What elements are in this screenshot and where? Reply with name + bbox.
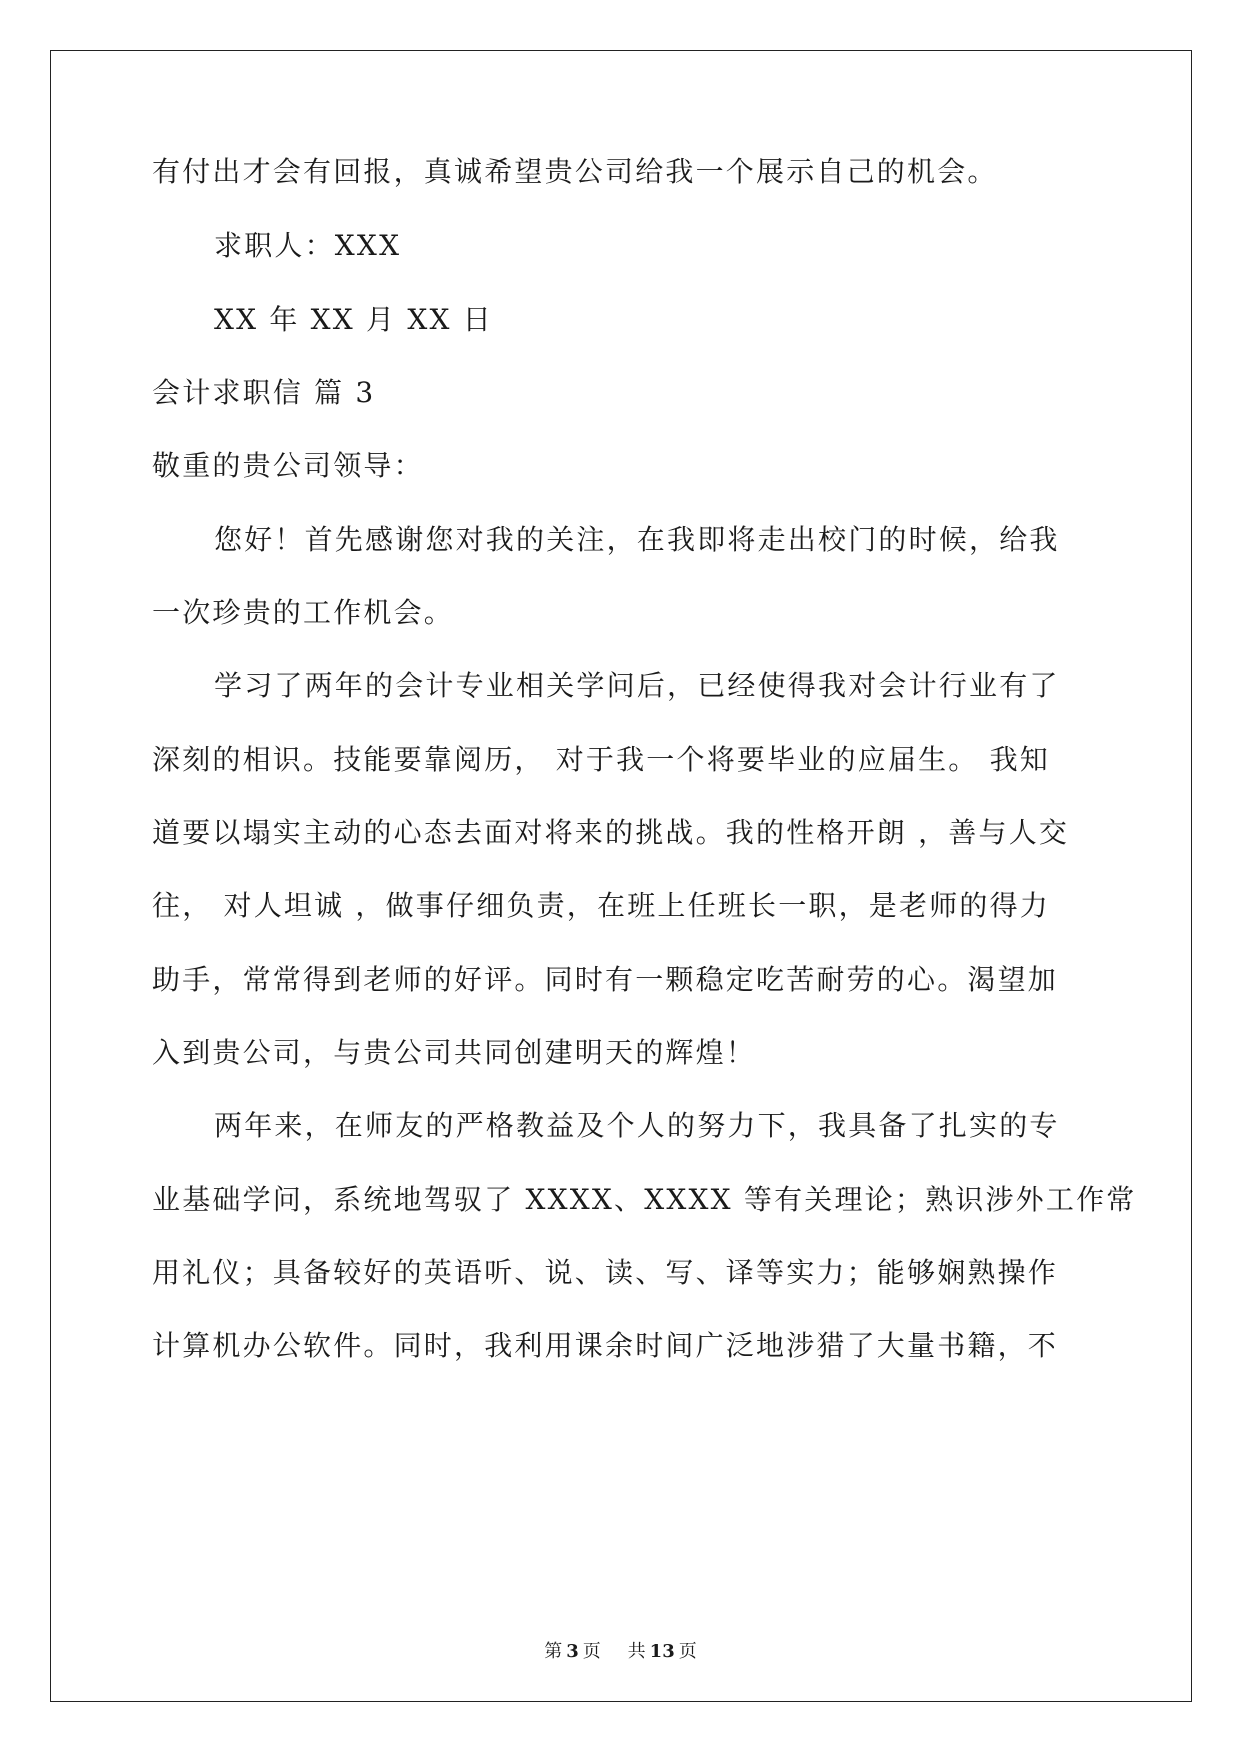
letter-date: XX 年 XX 月 XX 日 — [214, 303, 493, 336]
text-line: 助手，常常得到老师的好评。同时有一颗稳定吃苦耐劳的心。渴望加 — [152, 963, 1059, 996]
text-line: 业基础学问，系统地驾驭了 XXXX、XXXX 等有关理论；熟识涉外工作常 — [152, 1183, 1137, 1216]
page-border — [50, 50, 1192, 1702]
total-suffix: 页 — [678, 1641, 697, 1662]
total-prefix: 共 — [627, 1641, 646, 1662]
page-footer — [0, 1640, 1241, 1664]
page-suffix: 页 — [582, 1641, 601, 1662]
text-line: 有付出才会有回报，真诚希望贵公司给我一个展示自己的机会。 — [152, 155, 998, 188]
salutation: 敬重的贵公司领导： — [152, 449, 424, 482]
page-total: 13 — [649, 1641, 675, 1662]
text-line: 深刻的相识。技能要靠阅历， 对于我一个将要毕业的应届生。 我知 — [152, 743, 1051, 776]
page-current: 3 — [566, 1641, 579, 1662]
text-line: 用礼仪；具备较好的英语听、说、读、写、译等实力；能够娴熟操作 — [152, 1256, 1059, 1289]
text-line: 计算机办公软件。同时，我利用课余时间广泛地涉猎了大量书籍，不 — [152, 1329, 1059, 1362]
text-line: 两年来，在师友的严格教益及个人的努力下，我具备了扎实的专 — [214, 1109, 1060, 1142]
section-heading: 会计求职信 篇 3 — [152, 376, 376, 409]
text-line: 入到贵公司，与贵公司共同创建明天的辉煌！ — [152, 1036, 757, 1069]
text-line: 一次珍贵的工作机会。 — [152, 596, 455, 629]
text-line: 您好！首先感谢您对我的关注，在我即将走出校门的时候，给我 — [214, 523, 1060, 556]
text-line: 学习了两年的会计专业相关学问后，已经使得我对会计行业有了 — [214, 669, 1060, 702]
page-prefix: 第 — [544, 1641, 563, 1662]
text-line: 往， 对人坦诚 ，做事仔细负责，在班上任班长一职，是老师的得力 — [152, 889, 1051, 922]
text-line: 道要以塌实主动的心态去面对将来的挑战。我的性格开朗 ，善与人交 — [152, 816, 1070, 849]
applicant-signature: 求职人：XXX — [214, 229, 402, 262]
